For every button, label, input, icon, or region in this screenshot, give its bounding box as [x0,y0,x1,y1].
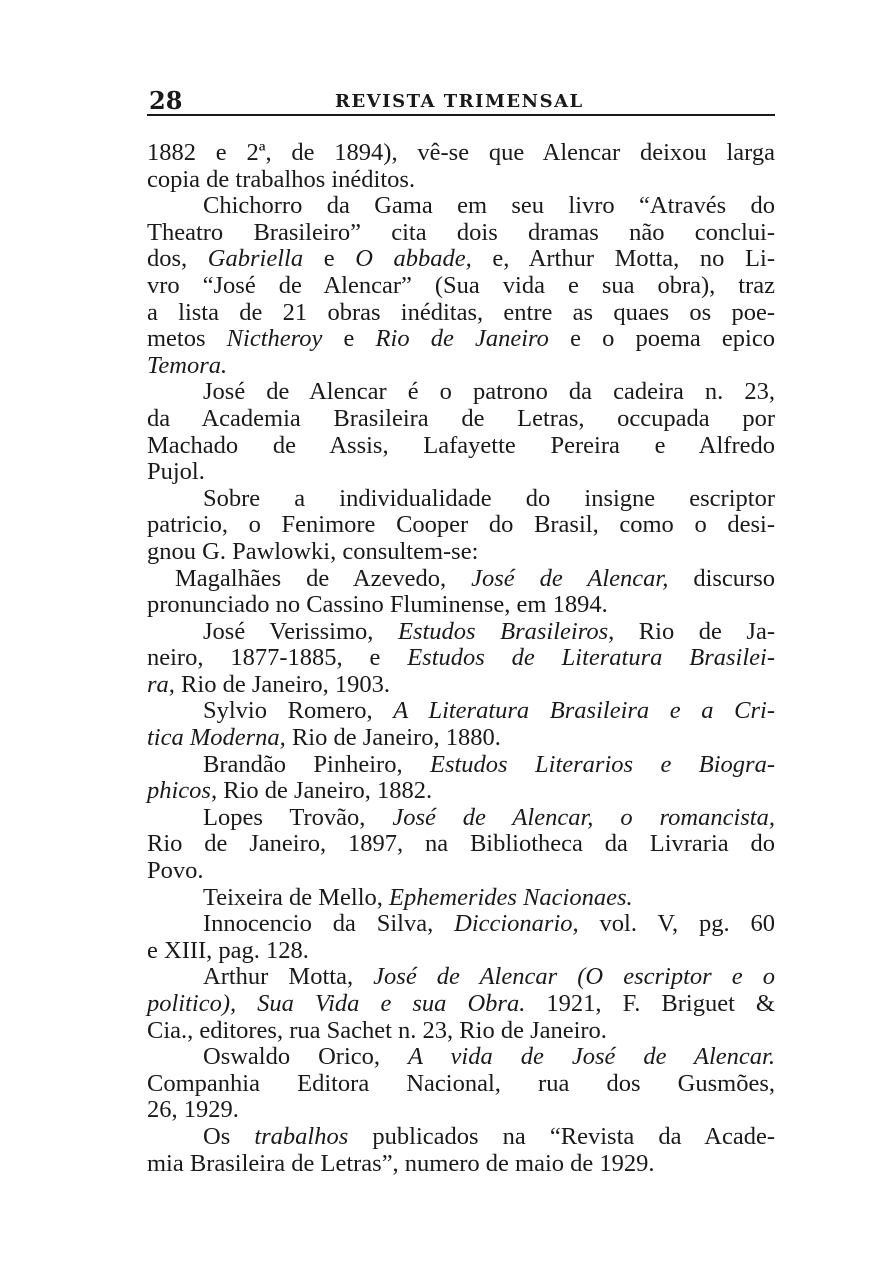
text-segment: neiro, 1877-1885, e [147,644,408,672]
text-line: a lista de 21 obras inéditas, entre as quaes os poe- [147,298,775,326]
text-line: 26, 1929. [147,1096,239,1124]
italic-title: phicos, [147,777,218,805]
text-line: mia Brasileira de Letras”, numero de maio de 1929. [147,1149,655,1177]
text-segment: Rio de Janeiro, 1880. [285,724,501,752]
text-segment: discurso [668,564,775,592]
text-line [147,885,775,912]
text-segment: Os [203,1122,255,1150]
body-text [147,140,775,1177]
italic-title: Estudos de Literatura Brasilei- [407,644,775,672]
italic-title: Diccionario, [454,910,579,938]
text-line: Machado de Assis, Lafayette Pereira e Alfredo [147,431,775,459]
italic-title: José de Alencar (O escriptor e o [373,963,775,991]
text-segment: e [322,325,376,353]
text-line [147,645,775,672]
italic-title: trabalhos [254,1122,349,1150]
italic-title: Estudos Brasileiros, [397,617,615,645]
text-line: e XIII, pag. 128. [147,936,309,964]
text-segment: Rio de Ja- [614,617,775,645]
text-segment: e [303,245,356,273]
text-line: José de Alencar é o patrono da cadeira n. 23, [203,378,775,406]
text-line: vro “José de Alencar” (Sua vida e sua obra), traz [147,271,775,299]
italic-title: politico), Sua Vida e sua Obra. [147,990,526,1017]
page-header [147,88,775,116]
book-page [147,88,775,1177]
text-line [147,619,775,646]
page-number: 28 [149,86,183,115]
italic-title: ra, [147,670,175,698]
text-segment: Innocencio da Silva, [203,910,455,938]
text-line [147,566,775,593]
text-segment: Teixeira de Mello, [203,883,390,911]
text-line: da Academia Brasileira de Letras, occupada por [147,404,775,432]
text-line: copia de trabalhos inéditos. [147,165,416,193]
text-segment: metos [147,325,227,353]
text-line [147,246,775,273]
text-segment: 1921, F. Briguet & [525,990,775,1017]
text-line [147,353,775,380]
text-line: patricio, o Fenimore Cooper do Brasil, como o desi- [147,511,775,539]
text-line [147,1124,775,1151]
text-segment: dos, [147,245,208,273]
text-line [147,911,775,938]
text-line: Pujol. [147,458,205,486]
text-line: Companhia Editora Nacional, rua dos Gusmões, [147,1069,775,1097]
text-line: Povo. [147,857,204,885]
text-segment: e, Arthur Motta, no Li- [471,245,775,273]
italic-title: José de Alencar, o romancista, [392,803,775,831]
italic-title: A Literatura Brasileira e a Cri- [393,697,776,725]
text-segment: Arthur Motta, [203,963,374,991]
text-line: Theatro Brasileiro” cita dois dramas não conclui- [147,218,775,246]
text-segment: Sylvio Romero, [203,697,394,725]
text-line [147,698,775,725]
text-line [147,1044,775,1071]
italic-title: tica Moderna, [147,724,286,752]
text-line: 1882 e 2ª, de 1894), vê-se que Alencar deixou larga [147,139,775,166]
italic-title: José de Alencar, [471,564,669,592]
italic-title: Temora. [147,351,228,379]
italic-title: Nictheroy [226,325,323,353]
text-segment: publicados na “Revista da Acade- [348,1122,775,1150]
text-line: gnou G. Pawlowki, consultem-se: [147,537,479,565]
text-segment: e o poema epico [548,325,775,353]
italic-title: Rio de Janeiro [375,325,549,353]
text-line: pronunciado no Cassino Fluminense, em 1894. [147,591,608,619]
text-line [147,778,775,805]
italic-title: Estudos Literarios e Biogra- [430,750,775,778]
text-line: Chichorro da Gama em seu livro “Através do [203,192,775,220]
text-line [147,326,775,353]
text-segment: José Verissimo, [203,617,398,645]
text-line: Rio de Janeiro, 1897, na Bibliotheca da Livraria do [147,830,775,858]
text-segment: Rio de Janeiro, 1903. [174,670,390,698]
text-line [147,752,775,779]
text-line [147,991,775,1018]
text-segment: vol. V, pg. 60 [578,910,775,938]
text-line: Sobre a individualidade do insigne escriptor [203,484,775,512]
text-line [147,964,775,991]
text-line [147,725,775,752]
italic-title: A vida de José de Alencar. [408,1043,776,1071]
italic-title: Ephemerides Nacionaes. [389,883,633,911]
text-line [147,805,775,832]
text-line: Cia., editores, rua Sachet n. 23, Rio de Janeiro. [147,1016,607,1044]
text-segment: Brandão Pinheiro, [203,750,430,778]
text-segment: Oswaldo Orico, [203,1043,409,1071]
running-title: REVISTA TRIMENSAL [335,91,584,112]
text-segment: Magalhães de Azevedo, [175,564,472,592]
text-line [147,672,775,699]
text-segment: Rio de Janeiro, 1882. [217,777,433,805]
italic-title: Gabriella [207,245,304,273]
italic-title: O abbade, [355,245,472,273]
text-segment: Lopes Trovão, [203,803,393,831]
